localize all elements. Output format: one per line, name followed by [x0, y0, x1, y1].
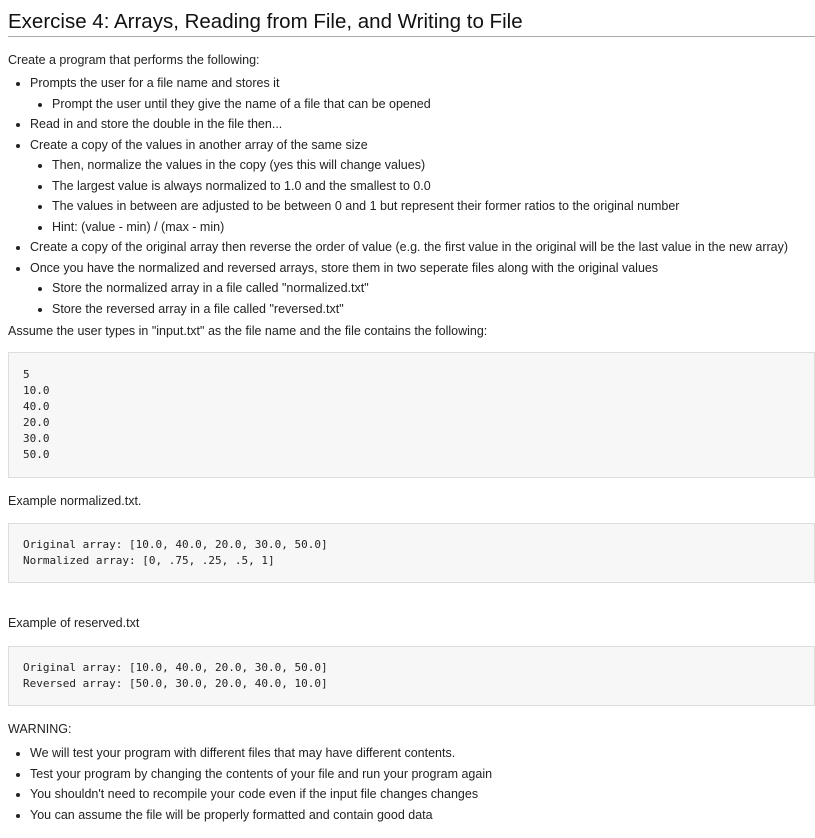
warning-label: WARNING:: [8, 722, 72, 736]
item-text: Prompts the user for a file name and stores it: [30, 76, 280, 90]
normalized-code-block: Original array: [10.0, 40.0, 20.0, 30.0, 50.0] Normalized array: [0, .75, .25, .5, 1]: [8, 523, 815, 583]
item-text: Once you have the normalized and reversed arrays, store them in two seperate files along with the original values: [30, 260, 659, 275]
list-item: • The largest value is always normalized to 1.0 and the smallest to 0.0: [52, 176, 815, 197]
reversed-code-block: Original array: [10.0, 40.0, 20.0, 30.0, 50.0] Reversed array: [50.0, 30.0, 20.0, 40.0, 10.0]: [8, 646, 815, 706]
page-title: Exercise 4: Arrays, Reading from File, and Writing to File: [8, 0, 815, 37]
requirements-list: [8, 73, 815, 319]
list-item: • Test your program by changing the contents of your file and run your program again: [30, 764, 815, 785]
list-item: • Hint: (value - min) / (max - min): [52, 217, 815, 238]
warning-list: [8, 743, 815, 825]
list-item: • We will test your program with different files that may have different contents.: [30, 743, 815, 764]
list-item: • Prompt the user until they give the name of a file that can be opened: [52, 94, 815, 115]
list-item: • Then, normalize the values in the copy (yes this will change values): [52, 155, 815, 176]
list-item: • Store the reversed array in a file called "reversed.txt": [52, 299, 815, 320]
list-item: [30, 258, 815, 320]
input-code-block: 5 10.0 40.0 20.0 30.0 50.0: [8, 352, 815, 478]
list-item: • Store the normalized array in a file called "normalized.txt": [52, 278, 815, 299]
list-item: • Read in and store the double in the file then...: [30, 114, 815, 135]
list-item: • Create a copy of the original array then reverse the order of value (e.g. the first value in the original will be the last value in the new array): [30, 237, 815, 258]
list-item: • You shouldn't need to recompile your code even if the input file changes changes: [30, 784, 815, 805]
intro-text: Create a program that performs the following:: [8, 53, 260, 67]
list-item: [30, 135, 815, 238]
list-item: • You can assume the file will be properly formatted and contain good data: [30, 805, 815, 826]
list-item: [30, 73, 815, 114]
list-item: • The values in between are adjusted to be between 0 and 1 but represent their former ratios to the original number: [52, 196, 815, 217]
assume-text: Assume the user types in "input.txt" as the file name and the file contains the following:: [8, 324, 488, 338]
item-text: Create a copy of the values in another array of the same size: [30, 137, 368, 152]
reversed-label: Example of reserved.txt: [8, 616, 140, 630]
normalized-label: Example normalized.txt.: [8, 494, 142, 508]
